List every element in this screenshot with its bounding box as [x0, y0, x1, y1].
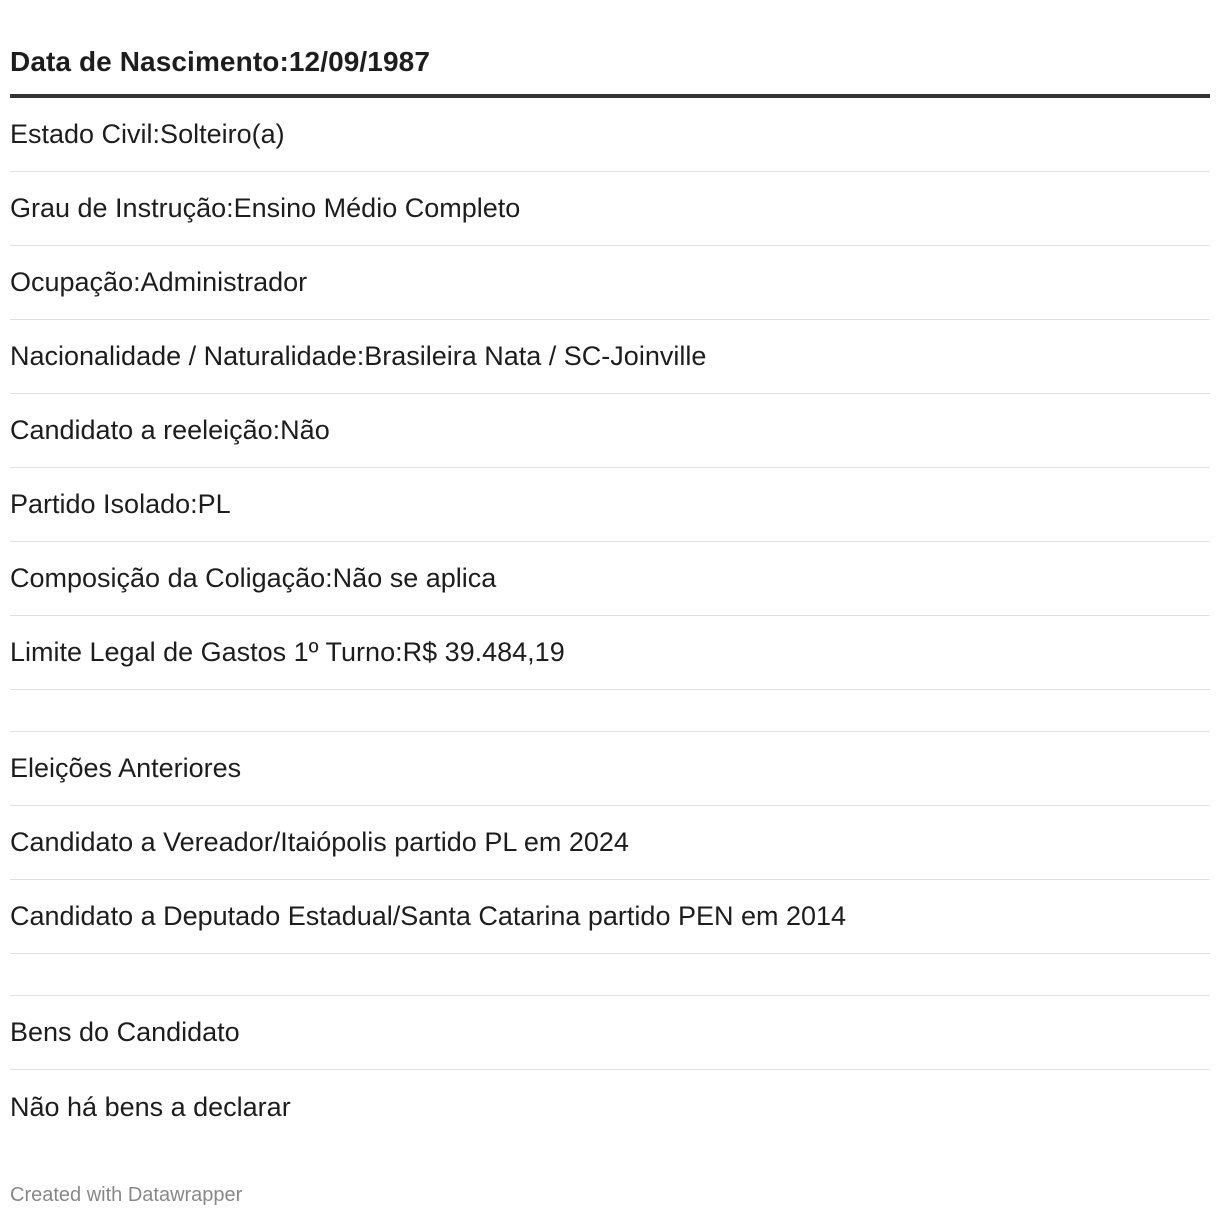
- table-row-empty: [10, 954, 1210, 996]
- table-header: [10, 28, 1210, 98]
- table-row-education: [10, 172, 1210, 246]
- row-text: Grau de Instrução:Ensino Médio Completo: [10, 193, 521, 223]
- header-birthdate: Data de Nascimento:12/09/1987: [10, 46, 431, 77]
- table-row-occupation: [10, 246, 1210, 320]
- row-text: Candidato a Deputado Estadual/Santa Catarina partido PEN em 2014: [10, 901, 847, 931]
- table-row-empty: [10, 690, 1210, 732]
- table-row-nationality: [10, 320, 1210, 394]
- row-text: Não há bens a declarar: [10, 1091, 291, 1122]
- table-row-previous-election-2024: [10, 806, 1210, 880]
- candidate-info-table: [10, 28, 1210, 1144]
- table-row-marital-status: [10, 98, 1210, 172]
- table-row-reelection: [10, 394, 1210, 468]
- row-text: Ocupação:Administrador: [10, 267, 308, 297]
- row-text: Estado Civil:Solteiro(a): [10, 119, 285, 149]
- table-row-assets-heading: [10, 996, 1210, 1070]
- row-text: Limite Legal de Gastos 1º Turno:R$ 39.484,19: [10, 637, 565, 667]
- row-text: Candidato a Vereador/Itaiópolis partido PL em 2024: [10, 827, 629, 857]
- table-row-previous-elections-heading: [10, 732, 1210, 806]
- table-row-party: [10, 468, 1210, 542]
- row-text: Composição da Coligação:Não se aplica: [10, 563, 497, 593]
- table-row-previous-election-2014: [10, 880, 1210, 954]
- table-row-assets-value: [10, 1070, 1210, 1144]
- datawrapper-credit[interactable]: Created with Datawrapper: [10, 1184, 243, 1206]
- table-row-coalition: [10, 542, 1210, 616]
- row-text: Partido Isolado:PL: [10, 489, 231, 519]
- row-text: Candidato a reeleição:Não: [10, 415, 330, 445]
- row-text: Nacionalidade / Naturalidade:Brasileira Nata / SC-Joinville: [10, 341, 707, 371]
- table-row-spending-limit: [10, 616, 1210, 690]
- row-text: Bens do Candidato: [10, 1017, 240, 1047]
- row-text: Eleições Anteriores: [10, 753, 242, 783]
